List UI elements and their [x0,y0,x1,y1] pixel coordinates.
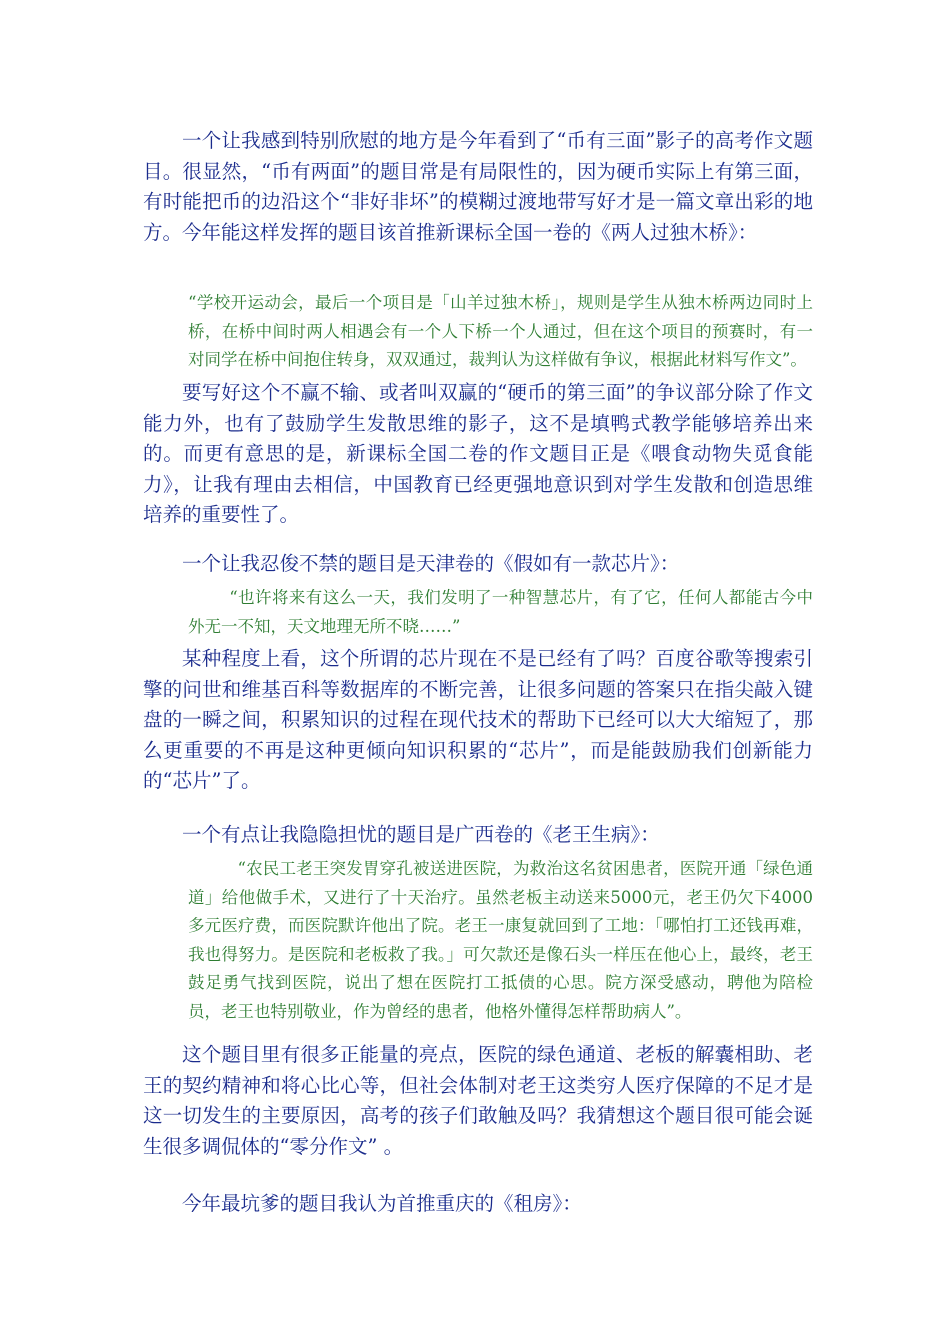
paragraph-coin-three-sides: 一个让我感到特别欣慰的地方是今年看到了“币有三面”影子的高考作文题目。很显然，“币有两面”的题目常是有局限性的，因为硬币实际上有第三面，有时能把币的边沿这个“非好非坏”的模糊过渡地带写好才是一篇文章出彩的地方。今年能这样发挥的题目该首推新课标全国一卷的《两人过独木桥》： [143,129,813,244]
quote-single-log-bridge: “学校开运动会，最后一个项目是「山羊过独木桥」，规则是学生从独木桥两边同时上桥，在桥中间时两人相遇会有一个人下桥一个人通过，但在这个项目的预赛时，有一对同学在桥中间抱住转身，双双通过，裁判认为这样做有争议，根据此材料写作文”。 [188,293,813,369]
paragraph-chongqing-intro: 今年最坑爹的题目我认为首推重庆的《租房》： [182,1192,582,1215]
paragraph-tianjin-chip-intro: 一个让我忍俊不禁的题目是天津卷的《假如有一款芯片》： [182,552,680,575]
quote-smart-chip: “也许将来有这么一天，我们发明了一种智慧芯片，有了它，任何人都能古今中外无一不知，天文地理无所不晓……” [188,588,813,636]
paragraph-third-side-analysis: 要写好这个不赢不输、或者叫双赢的“硬币的第三面”的争议部分除了作文能力外，也有了鼓励学生发散思维的影子，这不是填鸭式教学能够培养出来的。而更有意思的是，新课标全国二卷的作文题目正是《喂食动物失觅食能力》，让我有理由去相信，中国教育已经更强地意识到对学生发散和创造思维培养的重要性了。 [143,381,813,526]
paragraph-old-wang-analysis: 这个题目里有很多正能量的亮点，医院的绿色通道、老板的解囊相助、老王的契约精神和将心比心等，但社会体制对老王这类穷人医疗保障的不足才是这一切发生的主要原因，高考的孩子们敢触及吗？我猜想这个题目很可能会诞生很多调侃体的“零分作文” 。 [143,1043,813,1158]
paragraph-chip-analysis: 某种程度上看，这个所谓的芯片现在不是已经有了吗？百度谷歌等搜索引擎的问世和维基百科等数据库的不断完善，让很多问题的答案只在指尖敲入键盘的一瞬之间，积累知识的过程在现代技术的帮助下已经可以大大缩短了，那么更重要的不再是这种更倾向知识积累的“芯片”，而是能鼓励我们创新能力的“芯片”了。 [143,647,813,792]
paragraph-guangxi-intro: 一个有点让我隐隐担忧的题目是广西卷的《老王生病》： [182,823,660,846]
quote-old-wang-illness: “农民工老王突发胃穿孔被送进医院，为救治这名贫困患者，医院开通「绿色通道」给他做手术，又进行了十天治疗。虽然老板主动送来5000元，老王仍欠下4000多元医疗费，而医院默许他出了院。老王一康复就回到了工地：「哪怕打工还钱再难，我也得努力。是医院和老板救了我。」可欠款还是像石头一样压在他心上，最终，老王鼓足勇气找到医院，说出了想在医院打工抵债的心思。院方深受感动，聘他为陪检员，老王也特别敬业，作为曾经的患者，他格外懂得怎样帮助病人”。 [188,859,813,1021]
